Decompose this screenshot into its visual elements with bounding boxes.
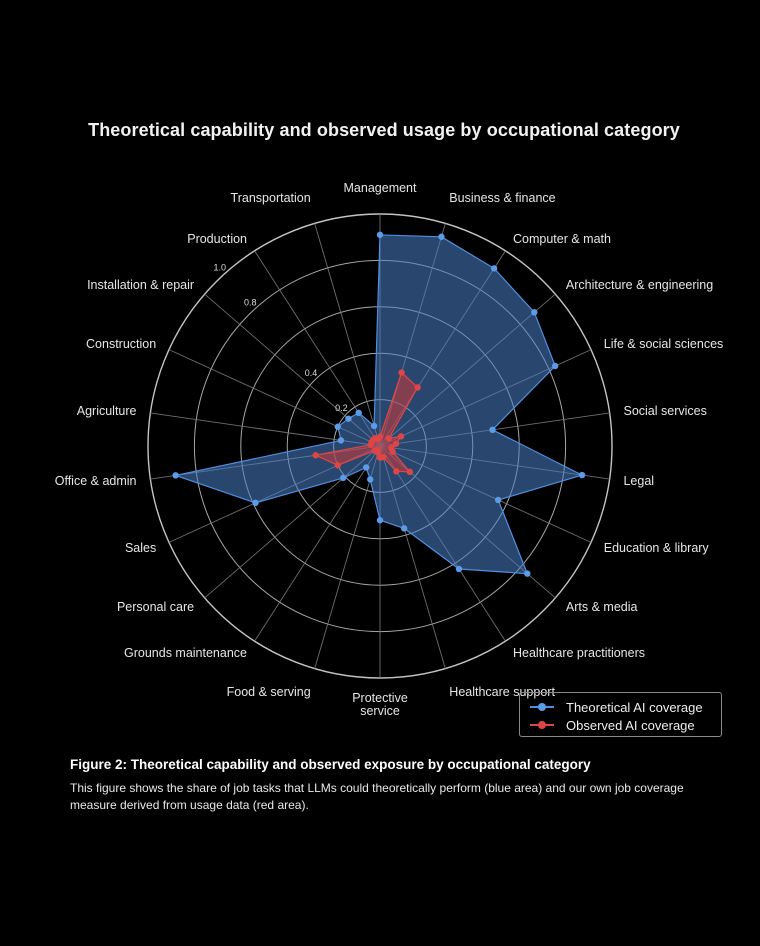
- category-label-20: Installation & repair: [87, 277, 195, 292]
- theoretical-point-10: [456, 566, 462, 572]
- radial-tick-labels: [214, 263, 348, 413]
- theoretical-point-18: [338, 437, 344, 443]
- legend-label-theoretical: Theoretical AI coverage: [566, 699, 703, 715]
- theoretical-point-14: [363, 464, 369, 470]
- category-label-11: Healthcare support: [449, 685, 555, 700]
- radial-tick-4: 1.0: [213, 262, 227, 273]
- theoretical-point-16: [252, 500, 258, 506]
- chart-title: Theoretical capability and observed usage by occupational category: [88, 120, 680, 140]
- category-label-2: Business & finance: [449, 190, 556, 205]
- category-label-18: Agriculture: [76, 403, 137, 418]
- observed-point-4: [386, 435, 392, 441]
- observed-legend-marker: [530, 724, 554, 726]
- category-label-6: Social services: [623, 403, 707, 418]
- caption-title: Figure 2: Theoretical capability and observed exposure by occupational category: [70, 757, 591, 772]
- theoretical-point-22: [371, 423, 377, 429]
- theoretical-point-19: [335, 424, 341, 430]
- observed-point-3: [414, 384, 420, 390]
- theoretical-point-15: [340, 475, 346, 481]
- category-label-9: Arts & media: [565, 600, 638, 615]
- category-label-10: Healthcare practitioners: [512, 645, 646, 660]
- category-label-22: Transportation: [230, 190, 311, 205]
- category-label-14: Grounds maintenance: [124, 645, 248, 660]
- observed-point-9: [407, 469, 413, 475]
- theoretical-legend-marker: [530, 706, 554, 708]
- radial-tick-2: 0.4: [304, 367, 318, 378]
- theoretical-point-2: [438, 234, 444, 240]
- observed-point-15: [372, 447, 378, 453]
- theoretical-point-17: [172, 472, 178, 478]
- category-label-1: Management: [343, 181, 417, 195]
- observed-point-10: [393, 468, 399, 474]
- caption-text: This figure shows the share of job tasks that LLMs could theoretically perform (blue area) and our own job coverage measure derived from usage data (red area).: [70, 781, 684, 812]
- category-label-17: Office & admin: [54, 474, 137, 489]
- category-label-12: Protective service: [352, 691, 408, 718]
- category-label-3: Computer & math: [512, 232, 611, 247]
- theoretical-point-12: [377, 517, 383, 523]
- legend-label-observed: Observed AI coverage: [566, 717, 695, 733]
- observed-point-8: [389, 449, 395, 455]
- category-label-4: Architecture & engineering: [565, 277, 714, 292]
- observed-point-5: [398, 433, 404, 439]
- chart-legend: [519, 692, 722, 737]
- category-label-19: Construction: [86, 336, 157, 351]
- observed-point-16: [335, 462, 341, 468]
- legend-item-observed: [530, 716, 711, 734]
- category-label-13: Food & serving: [226, 685, 311, 700]
- theoretical-point-20: [345, 415, 351, 421]
- category-label-8: Education & library: [603, 541, 709, 556]
- category-label-7: Legal: [623, 474, 655, 489]
- figure-caption: [70, 757, 690, 814]
- radial-tick-3: 0.8: [243, 297, 257, 308]
- theoretical-point-4: [531, 309, 537, 315]
- observed-point-22: [375, 436, 381, 442]
- theoretical-point-9: [524, 570, 530, 576]
- category-label-5: Life & social sciences: [603, 336, 724, 351]
- radial-tick-1: 0.2: [335, 402, 348, 413]
- theoretical-point-11: [401, 525, 407, 531]
- category-label-16: Sales: [124, 541, 157, 556]
- theoretical-point-21: [355, 410, 361, 416]
- theoretical-point-3: [491, 265, 497, 271]
- radar-series: [172, 232, 585, 577]
- theoretical-point-13: [367, 476, 373, 482]
- theoretical-point-6: [489, 427, 495, 433]
- category-label-15: Personal care: [116, 600, 195, 615]
- theoretical-point-1: [377, 232, 383, 238]
- legend-item-theoretical: [530, 698, 711, 716]
- theoretical-point-8: [495, 497, 501, 503]
- category-label-21: Production: [187, 232, 248, 247]
- theoretical-point-5: [552, 363, 558, 369]
- theoretical-point-7: [579, 472, 585, 478]
- observed-point-17: [313, 452, 319, 458]
- observed-point-2: [398, 369, 404, 375]
